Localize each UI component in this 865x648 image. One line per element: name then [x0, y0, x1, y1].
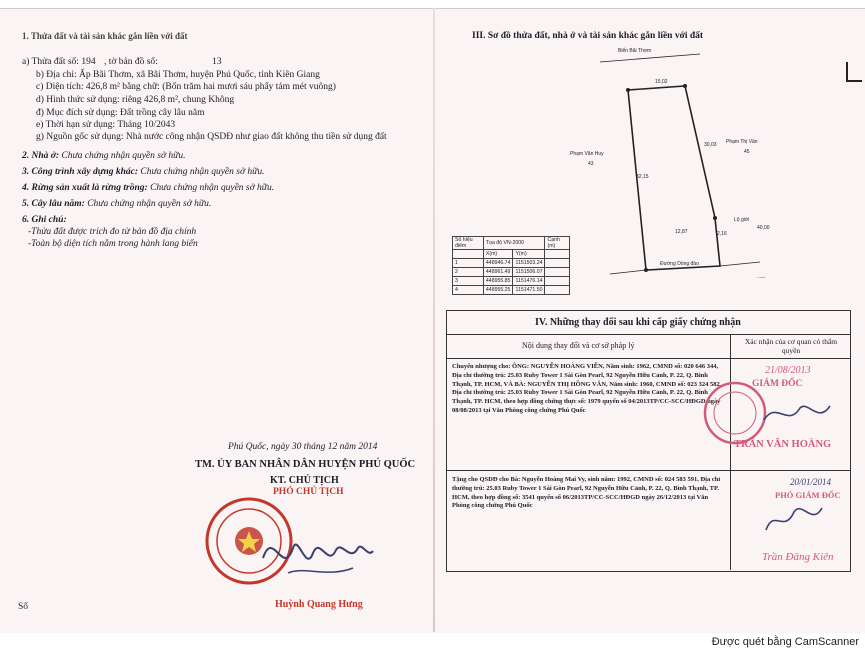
coordinate-table	[452, 236, 570, 295]
map-left-neighbor-no: 43	[588, 161, 594, 167]
table-row: 2 448961.49 1151506.07	[453, 268, 570, 277]
map-side-label: Lộ giới	[734, 217, 750, 223]
vice-chairman-stamp: PHÓ CHỦ TỊCH	[273, 487, 344, 497]
entry1-signature	[760, 394, 840, 434]
table-row: 3 448955.85 1151476.14	[453, 277, 570, 286]
map-dim-top: 15,02	[655, 79, 668, 85]
note-2: -Toàn bộ diện tích nằm trong hành lang biển	[28, 239, 198, 249]
map-dim-right: 30,03	[704, 142, 717, 148]
table-row: 4 448955.25 1151471.50	[453, 286, 570, 295]
parcel-line	[22, 58, 222, 68]
entry2-date: 20/01/2014	[790, 477, 832, 487]
map-right-neighbor: Phạm Thị Vân	[726, 139, 758, 145]
table-subheader-row: X(m) Y(m)	[453, 250, 570, 259]
map-road-bottom: Đường Dòng đảo	[660, 261, 699, 267]
entry1-signer: TRẦN VĂN HOÀNG	[734, 439, 832, 450]
page-fold	[433, 8, 435, 632]
kt-chairman: KT. CHỦ TỊCH	[270, 475, 339, 486]
left-header: 1. Thửa đất và tài sản khác gắn liền với đất	[22, 31, 188, 41]
parcel-diagram	[580, 48, 780, 278]
item-house: 2. Nhà ở: Chưa chứng nhận quyền sở hữu.	[22, 151, 186, 161]
change-entry-gift: Tặng cho QSDĐ cho Bà: Nguyễn Hoàng Mai Vy, sinh năm: 1992, CMND số: 024 583 591, Địa chỉ thường trú: 25.03 Ruby Tower 1 Sài Gòn Pearl, 92 Nguyễn Hữu Cảnh, P. 22, Q. Bình Thạnh, TP. HCM, theo hợp đồng số: 3541 quyển số 06/2013TP/CC-SCC/HĐGD ngày 26/12/2013 tại Văn Phòng công chứng Phú Quốc	[452, 476, 721, 510]
map-right-neighbor-no: 45	[744, 149, 750, 155]
entry1-title-stamp: GIÁM ĐỐC	[752, 379, 803, 389]
usage-term-line: e) Thời hạn sử dụng: Tháng 10/2043	[36, 120, 176, 130]
note-1: -Thửa đất được trích đo từ bản đồ địa chính	[28, 227, 197, 237]
parcel-sheet-number: 13	[212, 57, 222, 67]
notes-label: 6. Ghi chú:	[22, 215, 67, 225]
table-row: 1 448946.74 1151503.24	[453, 259, 570, 268]
origin-line: g) Nguồn gốc sử dụng: Nhà nước công nhận QSDĐ như giao đất không thu tiền sử dụng đất	[36, 132, 387, 142]
north-arrow-icon	[846, 62, 862, 82]
change-entry-transfer: Chuyển nhượng cho: ÔNG: NGUYỄN HOÀNG VIỄN, Năm sinh: 1962, CMND số: 020 646 344, Địa chỉ thường trú: 25.03 Ruby Tower 1 Sài Gòn Pearl, 92 Nguyễn Hữu Cảnh, P. 22, Q. Bình Thạnh, TP. HCM, VÀ BÀ: NGUYỄN THỊ HỒNG VÂN, Năm sinh: 1960, CMND số: 023 324 582, Địa chỉ thường trú: 25.03 Ruby Tower 1 Sài Gòn Pearl, 92 Nguyễn Hữu Cảnh, P. 22, Q. Bình Thạnh, TP. HCM, theo hợp đồng chứng thực số: 1979 quyển số 04/2013TP/CC-SCC/HĐGD ngày 08/08/2013 tại Văn Phòng công chứng Phú Quốc	[452, 363, 722, 414]
map-dim-side: 40,00	[757, 225, 770, 231]
map-left-neighbor: Phạm Văn Huy	[570, 151, 604, 157]
item-forest: 4. Rừng sản xuất là rừng trồng: Chưa chứng nhận quyền sở hữu.	[22, 183, 275, 193]
issue-date: Phú Quốc, ngày 30 tháng 12 năm 2014	[228, 442, 378, 452]
map-dim-left: 32,15	[636, 174, 649, 180]
map-dim-corner: 2,16	[717, 231, 727, 237]
issuing-authority: TM. ỦY BAN NHÂN DÂN HUYỆN PHÚ QUỐC	[195, 459, 416, 470]
table-header-row: Số hiệu điểm Tọa độ VN-2000 Cạnh (m)	[453, 237, 570, 250]
item-construction: 3. Công trình xây dựng khác: Chưa chứng nhận quyền sở hữu.	[22, 167, 265, 177]
parcel-number: a) Thửa đất số: 194	[22, 57, 96, 67]
signer-name: Huỳnh Quang Hưng	[275, 599, 363, 610]
area-line: c) Diện tích: 426,8 m² bằng chữ: (Bốn trăm hai mươi sáu phẩy tám mét vuông)	[36, 82, 336, 92]
serial-label: Số	[18, 602, 29, 612]
address-line: b) Địa chỉ: Ấp Bãi Thơm, xã Bãi Thơm, huyện Phú Quốc, tỉnh Kiên Giang	[36, 70, 320, 80]
changes-col2-header: Xác nhận của cơ quan có thẩm quyền	[744, 337, 838, 355]
item-perennial: 5. Cây lâu năm: Chưa chứng nhận quyền sở hữu.	[22, 199, 212, 209]
entry1-date: 21/08/2013	[765, 365, 811, 376]
entry2-title-stamp: PHÓ GIÁM ĐỐC	[775, 490, 841, 500]
changes-col1-header: Nội dung thay đổi và cơ sở pháp lý	[522, 341, 635, 350]
scanner-footer: Được quét bằng CamScanner	[711, 636, 859, 648]
entry2-signature	[760, 490, 830, 550]
entry2-signer: Trần Đăng Kiên	[762, 551, 834, 563]
map-top-road: Biển Bãi Thơm	[618, 48, 652, 54]
signature-vice-chairman	[258, 518, 378, 588]
usage-purpose-line: đ) Mục đích sử dụng: Đất trồng cây lâu năm	[36, 108, 205, 118]
right-header: III. Sơ đồ thửa đất, nhà ở và tài sản khác gắn liền với đất	[472, 31, 704, 41]
changes-title: IV. Những thay đổi sau khi cấp giấy chứng nhận	[535, 317, 741, 328]
parcel-sheet-label: , tờ bản đồ số:	[103, 57, 158, 67]
map-dim-bottom: 12,87	[675, 229, 688, 235]
usage-form-line: d) Hình thức sử dụng: riêng 426,8 m², chung Không	[36, 95, 235, 105]
